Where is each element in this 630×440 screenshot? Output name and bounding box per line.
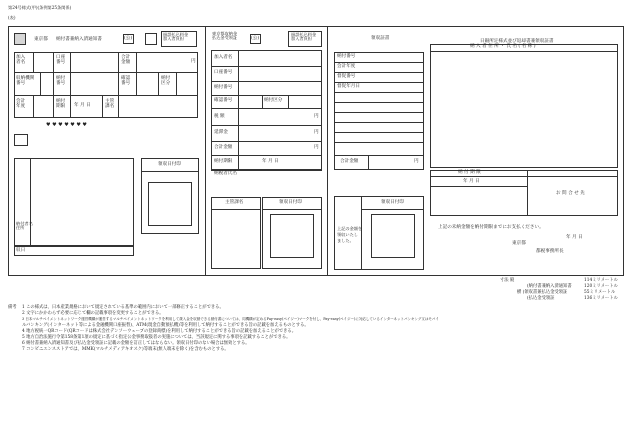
left-stamp-area bbox=[145, 33, 157, 45]
dept-name-label: 主管 課名 bbox=[105, 99, 115, 109]
right-title: 領収証書 bbox=[371, 36, 390, 41]
mid-stamp-inner bbox=[270, 214, 314, 258]
right-field-table bbox=[334, 52, 424, 170]
mid-row-tax: 税 額 bbox=[214, 114, 225, 119]
right-receipt-title: 日銀所定様式並び返却書兼領収証書 bbox=[480, 39, 554, 44]
total-amount-label: 合計 金額 bbox=[121, 55, 131, 65]
left-title-box bbox=[14, 33, 26, 45]
payment-number-label: 納付 番号 bbox=[56, 76, 66, 86]
mid-dept-box bbox=[211, 197, 261, 269]
remark-item: 3 日本マルチペイメントネットワーク運営機構が運営するマルチペイメントネットワークを利用して歳入金を収納できる納付書については、同機構が定めるPay-easy(ペイジー)マークを付し、Pay-easy(ペイジー)に対応しているインターネットバンキング又はモバイ bbox=[22, 317, 439, 321]
right-total-unit: 円 bbox=[414, 159, 419, 164]
payment-category-label: 納付 区分 bbox=[161, 76, 171, 86]
mid-row-tax-unit: 円 bbox=[314, 114, 319, 119]
left-stamp-title: 領収日付印 bbox=[158, 162, 181, 167]
mid-row-taxpayer: 納税者氏名 bbox=[214, 171, 237, 176]
right-issue-date: 年 月 日 bbox=[566, 235, 583, 240]
size-row4-value: 136ミリメートル bbox=[584, 296, 618, 301]
right-total-label: 合計金額 bbox=[340, 159, 359, 164]
mid-row-confirm-no: 確認番号 bbox=[214, 98, 233, 103]
left-title-pref: 東京都 bbox=[34, 37, 48, 42]
mid-row-late-fee: 延滞金 bbox=[214, 130, 228, 135]
right-inquiry-label: お 問 合 せ 先 bbox=[556, 191, 585, 196]
confirm-number-label: 確認 番号 bbox=[121, 76, 131, 86]
size-row4-label: (払込金受領証 bbox=[527, 296, 555, 301]
right-field-reminder-no: 督促番号 bbox=[337, 74, 356, 79]
collector-number-label: 収納機関 番号 bbox=[16, 76, 35, 86]
payer-address-label: 納付者名 住所 bbox=[16, 221, 33, 231]
right-address-header: 納 入 者 住 所 ・ 氏 名 ( 名 称 ) bbox=[470, 44, 536, 49]
right-field-payment-no: 納付番号 bbox=[337, 54, 356, 59]
mid-row-late-fee-unit: 円 bbox=[314, 130, 319, 135]
size-vertical: 114ミリメートル bbox=[584, 278, 618, 283]
right-field-fiscal-year: 会計年度 bbox=[337, 64, 356, 69]
account-number-label: 口座 番号 bbox=[56, 55, 66, 65]
heart-perforation: ♥ ♥ ♥ ♥ ♥ ♥ ♥ bbox=[46, 122, 87, 128]
size-row2-label: (納付書兼納入済通知書 bbox=[527, 284, 572, 289]
right-stamp-inner bbox=[371, 214, 415, 258]
left-office-label: (公) bbox=[124, 36, 133, 41]
due-date-label: 納付 期限 bbox=[56, 99, 66, 109]
remark-item: 5 地方自治法施行令第158条第1項の規定に基づく指定公金事務取扱者の実施については、当該規定に関する事項を記載することができる。 bbox=[22, 335, 291, 340]
middle-title: 東京都収納金 払込金受領証 bbox=[212, 31, 238, 41]
mid-stamp-title: 領収日付印 bbox=[279, 200, 302, 205]
divider-1 bbox=[205, 26, 206, 276]
right-deadline-value: 年 月 日 bbox=[463, 179, 480, 184]
remark-item: 6 納付書兼納入済通知書及び払込金受領証に記載の金額を訂正してはならない。領収日付印のない場合は無効とする。 bbox=[22, 341, 250, 346]
remarks-head: 備考 bbox=[8, 305, 17, 310]
mid-row-payment-category: 納付区分 bbox=[264, 98, 283, 103]
left-title: 納付書兼納入済通知書 bbox=[56, 37, 102, 42]
remark-item: 4 地方税統一QRコード(QRコードは株式会社デンソーウェーブの登録商標)を利用して納付することができる旨の記載を加えることができる。 bbox=[22, 329, 297, 334]
middle-table bbox=[211, 50, 322, 170]
remark-item: ルバンキング(インターネット等による金融機関口座振替)、ATM(現金自動預払機)等を利用して納付することができる旨の記載を加えるものとする。 bbox=[22, 323, 309, 328]
right-stamp-title: 領収日付印 bbox=[381, 200, 404, 205]
due-date-value: 年 月 日 bbox=[74, 103, 91, 108]
left-lower-box bbox=[14, 158, 134, 246]
middle-stamp-label: 過誤払込料金 加入者負担 bbox=[291, 32, 317, 42]
right-address-box bbox=[430, 44, 618, 168]
form-number: 第24号様式(甲)(条例第25条関係) bbox=[8, 5, 72, 10]
left-small-box bbox=[14, 134, 28, 146]
left-stamp-inner bbox=[148, 182, 192, 226]
mid-row-due-date: 納付期限 bbox=[214, 159, 233, 164]
middle-office-label: (公) bbox=[251, 36, 260, 41]
fiscal-year-label: 会計 年度 bbox=[16, 99, 26, 109]
remark-item: 7 コンビニエンスストアでは、MMK(マルチメディアキオスク)等端末(無人端末を除く)を含むものとする。 bbox=[22, 347, 229, 352]
divider-2 bbox=[327, 26, 328, 276]
remark-item: 1 この様式は、日本産業規格において規定されている基準の範囲内において一部修正することができる。 bbox=[22, 305, 224, 310]
mid-dept-label: 主管課名 bbox=[225, 200, 244, 205]
remark-item: 2 文字にかかわらず必要に応じて欄の記載事項を変更することができる。 bbox=[22, 311, 164, 316]
right-request-text: 上記の未納金額を納付期限までにお支払ください。 bbox=[438, 225, 544, 230]
size-row3-label: 横 (領収書兼払込金受領証 bbox=[517, 290, 568, 295]
left-bottom-label: 収日 bbox=[16, 248, 26, 253]
total-amount-unit: 円 bbox=[191, 59, 196, 64]
left-stamp-label: 過誤払込料金 加入者負担 bbox=[163, 32, 189, 42]
mid-row-due-date-value: 年 月 日 bbox=[262, 159, 279, 164]
payer-name-label: 加入 者名 bbox=[16, 55, 26, 65]
right-deadline-label: 納 付 期 限 bbox=[458, 170, 481, 175]
mid-row-total-unit: 円 bbox=[314, 145, 319, 150]
left-bottom-strip bbox=[14, 246, 134, 256]
size-row3-value: 55ミリメートル bbox=[584, 290, 616, 295]
size-row2-value: 120ミリメートル bbox=[584, 284, 618, 289]
mid-row-payer: 加入者名 bbox=[214, 55, 233, 60]
size-head: 寸法 縦 bbox=[500, 278, 515, 283]
right-issuer-office: 都税事務所長 bbox=[536, 249, 564, 254]
mid-row-account: 口座番号 bbox=[214, 70, 233, 75]
left-stamp-box bbox=[161, 31, 197, 47]
right-received-text: 上記の金額を 領収いたし ました。 bbox=[337, 226, 363, 243]
right-issuer: 東京都 bbox=[512, 241, 526, 246]
right-field-reminder-date: 督促年月日 bbox=[337, 84, 360, 89]
mid-row-payment-no: 納付番号 bbox=[214, 85, 233, 90]
form-side-label: (表) bbox=[8, 15, 16, 20]
mid-row-total: 合計金額 bbox=[214, 145, 233, 150]
